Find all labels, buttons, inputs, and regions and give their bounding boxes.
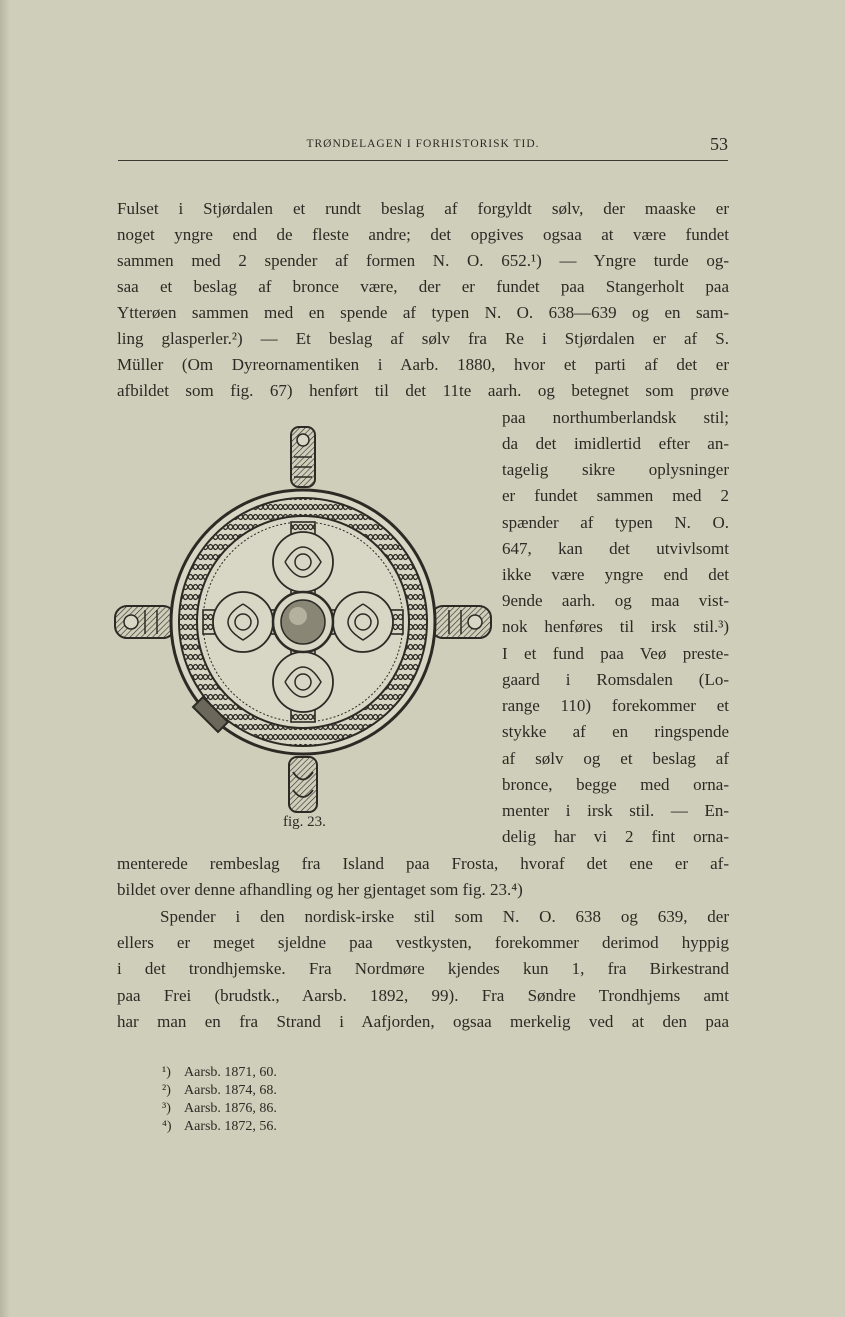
text-line: paa Frei (brudstk., Aarsb. 1892, 99). Fra Søndre Trondhjems amt (117, 986, 729, 1005)
ornamental-mount-engraving (112, 415, 497, 815)
header-rule (118, 160, 728, 161)
brooch-illustration (112, 415, 497, 815)
footnote (162, 1064, 277, 1082)
text-line: noget yngre end de fleste andre; det opgives ogsaa at være fundet (117, 225, 729, 244)
text-line: 647, kan det utvivlsomt (502, 539, 729, 558)
text-line: bronce, begge med orna- (502, 775, 729, 794)
text-line: ikke være yngre end det (502, 565, 729, 584)
text-line: spænder af typen N. O. (502, 513, 729, 532)
text-line: ellers er meget sjeldne paa vestkysten, forekommer derimod hyppig (117, 933, 729, 952)
text-line: bildet over denne afhandling og her gjentaget som fig. 23.⁴) (117, 880, 523, 899)
footnote-mark: ⁴) (162, 1119, 172, 1134)
footnote-text: Aarsb. 1874, 68. (184, 1083, 277, 1098)
text-line: menterede rembeslag fra Island paa Frosta, hvoraf det ene er af- (117, 854, 729, 873)
text-line: tagelig sikre oplysninger (502, 460, 729, 479)
text-line: stykke af en ringspende (502, 722, 729, 741)
text-line: Ytterøen sammen med en spende af typen N. O. 638—639 og en sam- (117, 303, 729, 322)
text-line: Spender i den nordisk-irske stil som N. O. 638 og 639, der (160, 907, 729, 926)
text-line: af sølv og et beslag af (502, 749, 729, 768)
footnote-mark: ¹) (162, 1065, 171, 1080)
footnote (162, 1082, 277, 1100)
footnote-mark: ³) (162, 1101, 171, 1116)
text-line: paa northumberlandsk stil; (502, 408, 729, 427)
running-title: TRØNDELAGEN I FORHISTORISK TID. (306, 138, 540, 150)
text-line: saa et beslag af bronce være, der er fundet paa Stangerholt paa (117, 277, 729, 296)
text-line: gaard i Romsdalen (Lo- (502, 670, 729, 689)
text-line: Müller (Om Dyreornamentiken i Aarb. 1880, hvor et parti af det er (117, 355, 729, 374)
figure-caption: fig. 23. (283, 814, 326, 830)
footnote-mark: ²) (162, 1083, 171, 1098)
footnote (162, 1118, 277, 1136)
text-line: delig har vi 2 fint orna- (502, 827, 729, 846)
footnote-text: Aarsb. 1872, 56. (184, 1119, 277, 1134)
text-line: I et fund paa Veø preste- (502, 644, 729, 663)
text-line: range 110) forekommer et (502, 696, 729, 715)
footnote (162, 1100, 277, 1118)
text-line: har man en fra Strand i Aafjorden, ogsaa merkelig ved at den paa (117, 1012, 729, 1031)
text-line: ling glasperler.²) — Et beslag af sølv fra Re i Stjørdalen er af S. (117, 329, 729, 348)
text-line: 9ende aarh. og maa vist- (502, 591, 729, 610)
text-line: er fundet sammen med 2 (502, 486, 729, 505)
footnote-text: Aarsb. 1876, 86. (184, 1101, 277, 1116)
text-line: afbildet som fig. 67) henført til det 11te aarh. og betegnet som prøve (117, 381, 729, 400)
text-line: sammen med 2 spender af formen N. O. 652.¹) — Yngre turde og- (117, 251, 729, 270)
binding-shadow (0, 0, 10, 1317)
footnote-text: Aarsb. 1871, 60. (184, 1065, 277, 1080)
running-head (118, 136, 728, 158)
page-number: 53 (710, 134, 728, 154)
text-line: menter i irsk stil. — En- (502, 801, 729, 820)
text-line: nok henføres til irsk stil.³) (502, 617, 729, 636)
text-line: da det imidlertid efter an- (502, 434, 729, 453)
text-line: i det trondhjemske. Fra Nordmøre kjendes kun 1, fra Birkestrand (117, 959, 729, 978)
footnotes (162, 1064, 277, 1136)
text-line: Fulset i Stjørdalen et rundt beslag af forgyldt sølv, der maaske er (117, 199, 729, 218)
